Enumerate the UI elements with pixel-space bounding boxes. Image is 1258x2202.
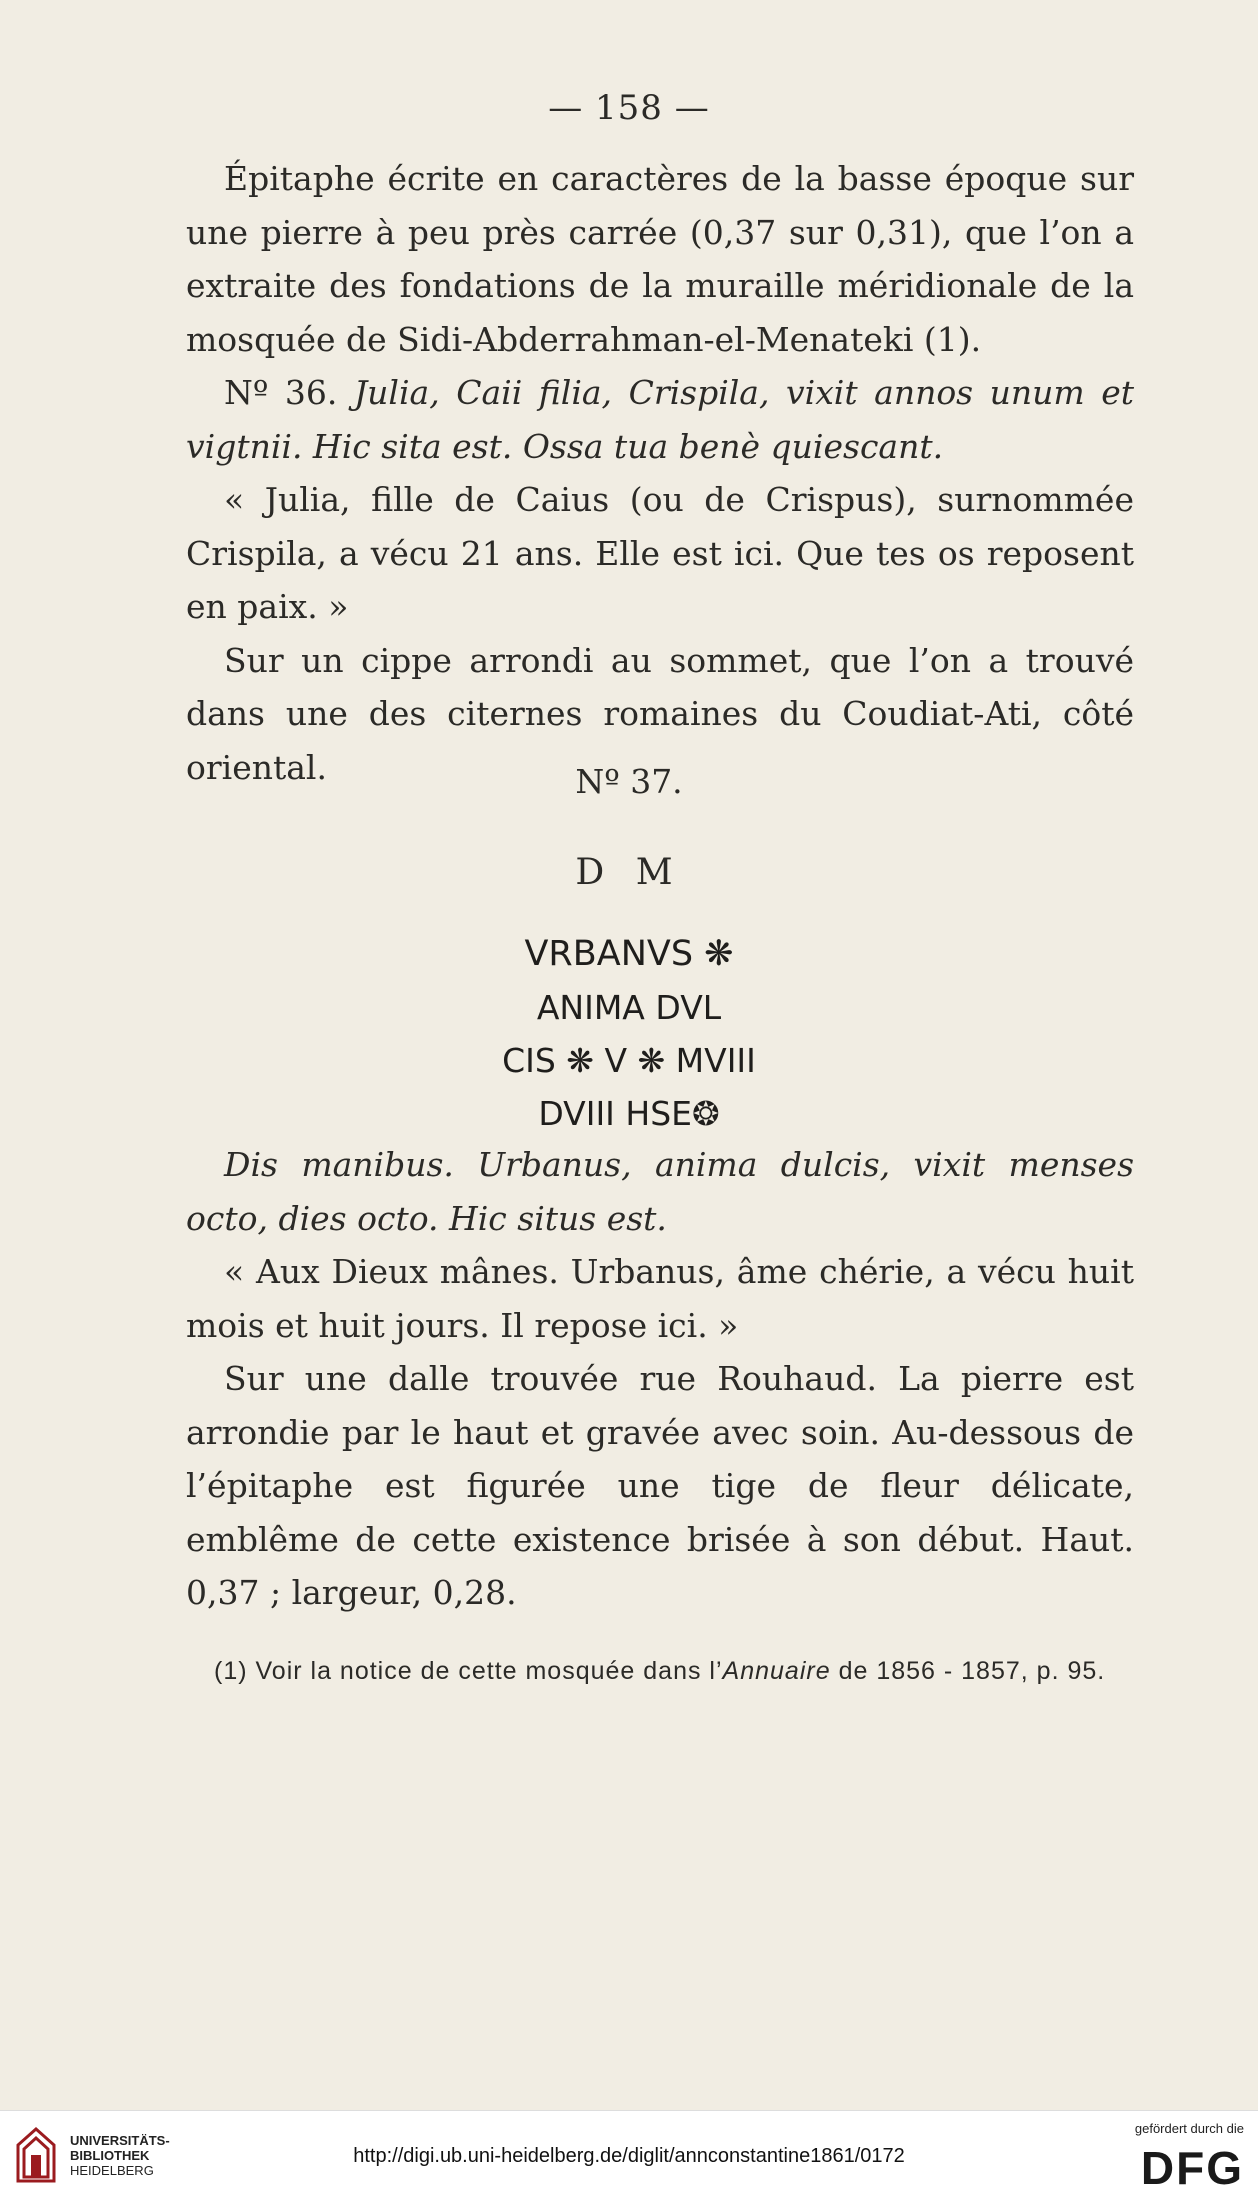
permalink-url[interactable]: http://digi.ub.uni-heidelberg.de/diglit/annconstantine1861/0172	[353, 2145, 905, 2167]
inscription-line: ANIMA DVL	[536, 988, 722, 1027]
library-name: UNIVERSITÄTS- BIBLIOTHEK HEIDELBERG	[70, 2133, 170, 2178]
latin-text-urbanus: Dis manibus. Urbanus, anima dulcis, vixit menses octo, dies octo. Hic situs est.	[186, 1145, 1134, 1238]
footnote-italic: Annuaire	[722, 1657, 831, 1685]
paragraph-cippe: Sur un cippe arrondi au sommet, que l’on a trouvé dans une des citernes romaines du Coudiat-Ati, côté oriental.	[186, 640, 1134, 787]
viewer-footer	[0, 2110, 1258, 2202]
inscription-dm: D M	[575, 852, 683, 893]
entry-heading-no37: Nº 37.	[575, 762, 683, 801]
funder-caption: gefördert durch die	[1134, 2121, 1244, 2136]
text-block-bottom	[186, 1138, 1134, 1620]
entry-number: Nº 36.	[224, 373, 338, 412]
text-block-top	[186, 152, 1134, 794]
paragraph-translation: « Julia, fille de Caius (ou de Crispus), surnommée Crispila, a vécu 21 ans. Elle est ici. Que tes os reposent en paix. »	[186, 480, 1134, 626]
page-number: — 158 —	[548, 88, 710, 128]
inscription-line: VRBANVS ❋	[524, 934, 734, 974]
inscription-line: DVIII HSE❂	[538, 1094, 720, 1133]
paragraph-no36	[186, 366, 1134, 473]
inscription-line: CIS ❋ V ❋ MVIII	[502, 1041, 756, 1080]
footnote: (1) Voir la notice de cette mosquée dans l’Annuaire de 1856 - 1857, p. 95.	[214, 1657, 1106, 1685]
paragraph-epitaph-description: Épitaphe écrite en caractères de la basse époque sur une pierre à peu près carrée (0,37 sur 0,31), que l’on a extraite des fondations de la muraille méridionale de la mosquée de Sidi-Abderrahman-el-Menateki (1).	[186, 159, 1134, 359]
dfg-logo: DFG	[1140, 2142, 1244, 2194]
paragraph-dalle: Sur une dalle trouvée rue Rouhaud. La pierre est arrondie par le haut et gravée avec soin. Au-dessous de l’épitaphe est figurée une tige de fleur délicate, emblême de cette existence brisée à son début. Haut. 0,37 ; largeur, 0,28.	[186, 1359, 1134, 1612]
latin-text: Julia, Caii filia, Crispila, vixit annos unum et vigtnii. Hic sita est. Ossa tua benè quiescant.	[186, 373, 1135, 466]
inscription-block	[0, 928, 1258, 1140]
paragraph-translation-urbanus: « Aux Dieux mânes. Urbanus, âme chérie, a vécu huit mois et huit jours. Il repose ici. »	[186, 1252, 1134, 1345]
